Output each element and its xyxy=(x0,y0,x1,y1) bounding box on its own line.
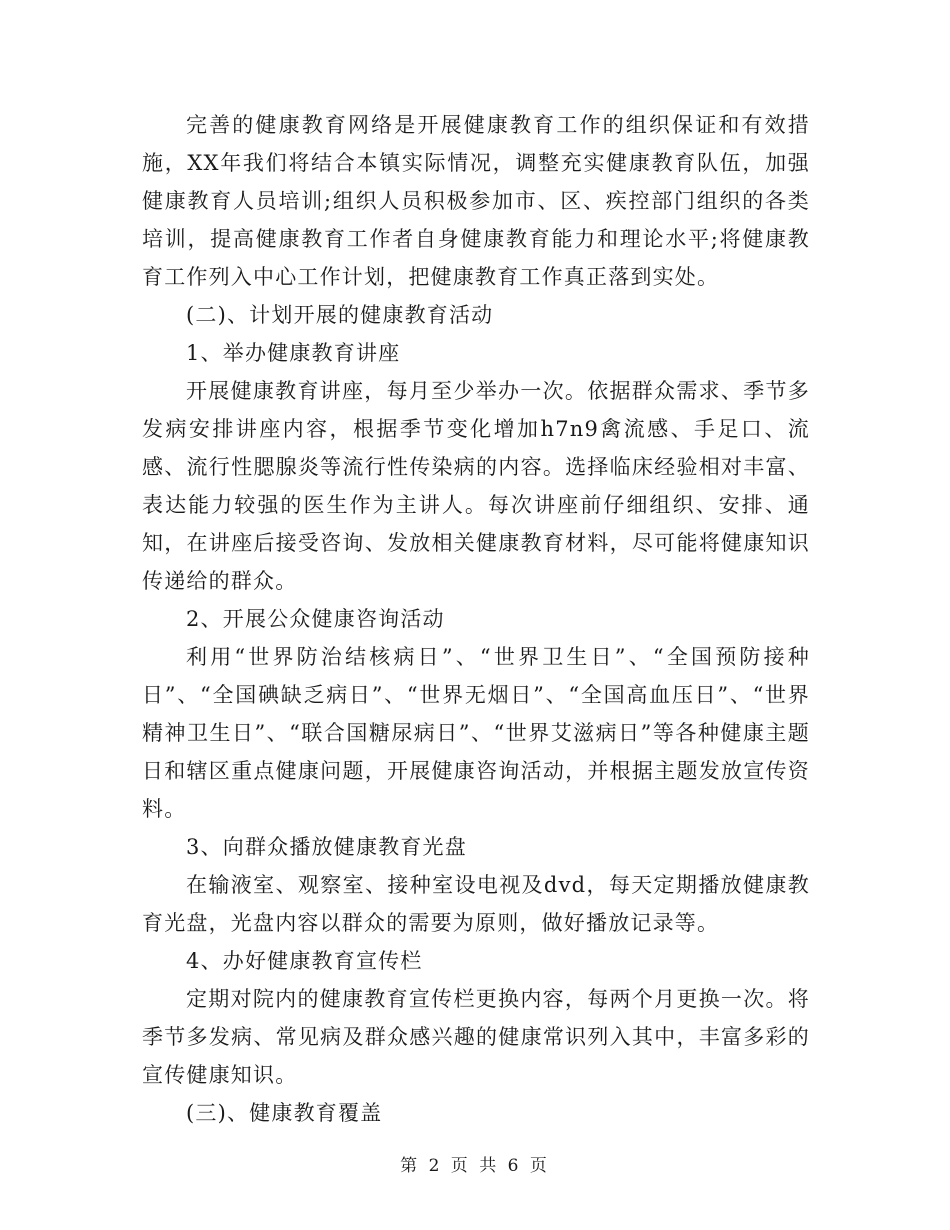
paragraph-lectures: 开展健康教育讲座，每月至少举办一次。依据群众需求、季节多发病安排讲座内容，根据季节变化增加h7n9禽流感、手足口、流感、流行性腮腺炎等流行性传染病的内容。选择临床经验相对丰富、表达能力较强的医生作为主讲人。每次讲座前仔细组织、安排、通知，在讲座后接受咨询、发放相关健康教育材料，尽可能将健康知识传递给的群众。 xyxy=(142,379,810,593)
paragraph-disc: 在输液室、观察室、接种室设电视及dvd，每天定期播放健康教育光盘，光盘内容以群众的需要为原则，做好播放记录等。 xyxy=(142,873,810,935)
document-body xyxy=(142,106,810,1132)
paragraph-consultation: 利用“世界防治结核病日”、“世界卫生日”、“全国预防接种日”、“全国碘缺乏病日”、“世界无烟日”、“全国高血压日”、“世界精神卫生日”、“联合国糖尿病日”、“世界艾滋病日”等各种健康主题日和辖区重点健康问题，开展健康咨询活动，并根据主题发放宣传资料。 xyxy=(142,645,810,821)
heading-item-4: 4、办好健康教育宣传栏 xyxy=(186,949,423,973)
page-number-footer: 第 2 页 共 6 页 xyxy=(400,1156,550,1176)
paragraph-bulletin: 定期对院内的健康教育宣传栏更换内容，每两个月更换一次。将季节多发病、常见病及群众感兴趣的健康常识列入其中，丰富多彩的宣传健康知识。 xyxy=(142,987,810,1087)
heading-item-3: 3、向群众播放健康教育光盘 xyxy=(186,835,467,859)
heading-item-2: 2、开展公众健康咨询活动 xyxy=(186,607,445,631)
heading-section-2: (二)、计划开展的健康教育活动 xyxy=(186,303,494,327)
paragraph-network: 完善的健康教育网络是开展健康教育工作的组织保证和有效措施，XX年我们将结合本镇实际情况，调整充实健康教育队伍，加强健康教育人员培训;组织人员积极参加市、区、疾控部门组织的各类培训，提高健康教育工作者自身健康教育能力和理论水平;将健康教育工作列入中心工作计划，把健康教育工作真正落到实处。 xyxy=(142,113,810,289)
heading-section-3: (三)、健康教育覆盖 xyxy=(186,1101,383,1125)
heading-item-1: 1、举办健康教育讲座 xyxy=(186,341,401,365)
